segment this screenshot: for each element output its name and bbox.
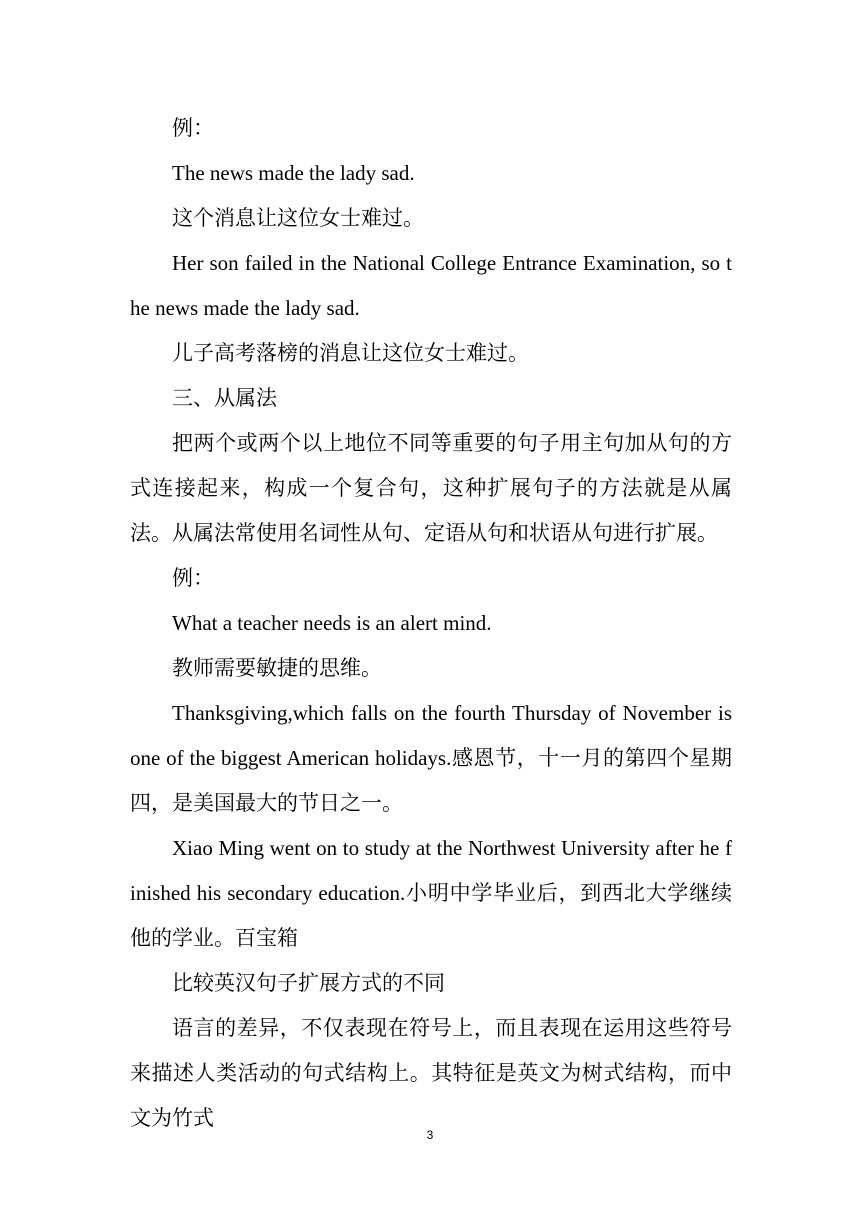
paragraph-english-example: The news made the lady sad. [172, 161, 415, 185]
paragraph-english-example: What a teacher needs is an alert mind. [172, 611, 492, 635]
paragraph-chinese-translation: 教师需要敏捷的思维。 [172, 656, 382, 680]
paragraph-example-label: 例： [172, 116, 214, 140]
paragraph-english-example: Her son failed in the National College Entrance Examination, so the news made the lady sad. [130, 251, 732, 320]
paragraph-mixed-example: Thanksgiving,which falls on the fourth Thursday of November is one of the biggest American holidays.感恩节，十一月的第四个星期四，是美国最大的节日之一。 [130, 701, 732, 815]
paragraph-chinese-translation: 这个消息让这位女士难过。 [172, 206, 424, 230]
page-number: 3 [426, 1128, 434, 1142]
paragraph-mixed-example: Xiao Ming went on to study at the Northwest University after he finished his secondary education.小明中学毕业后，到西北大学继续他的学业。百宝箱 [130, 836, 732, 950]
paragraph-chinese-translation: 儿子高考落榜的消息让这位女士难过。 [172, 341, 529, 365]
page-body [130, 106, 732, 1141]
section-heading: 三、从属法 [172, 386, 277, 410]
paragraph-body: 语言的差异，不仅表现在符号上，而且表现在运用这些符号来描述人类活动的句式结构上。其特征是英文为树式结构，而中文为竹式 [130, 1016, 732, 1130]
subsection-heading: 比较英汉句子扩展方式的不同 [172, 971, 445, 995]
paragraph-example-label: 例： [172, 566, 214, 590]
paragraph-body: 把两个或两个以上地位不同等重要的句子用主句加从句的方式连接起来，构成一个复合句，这种扩展句子的方法就是从属法。从属法常使用名词性从句、定语从句和状语从句进行扩展。 [130, 431, 732, 545]
